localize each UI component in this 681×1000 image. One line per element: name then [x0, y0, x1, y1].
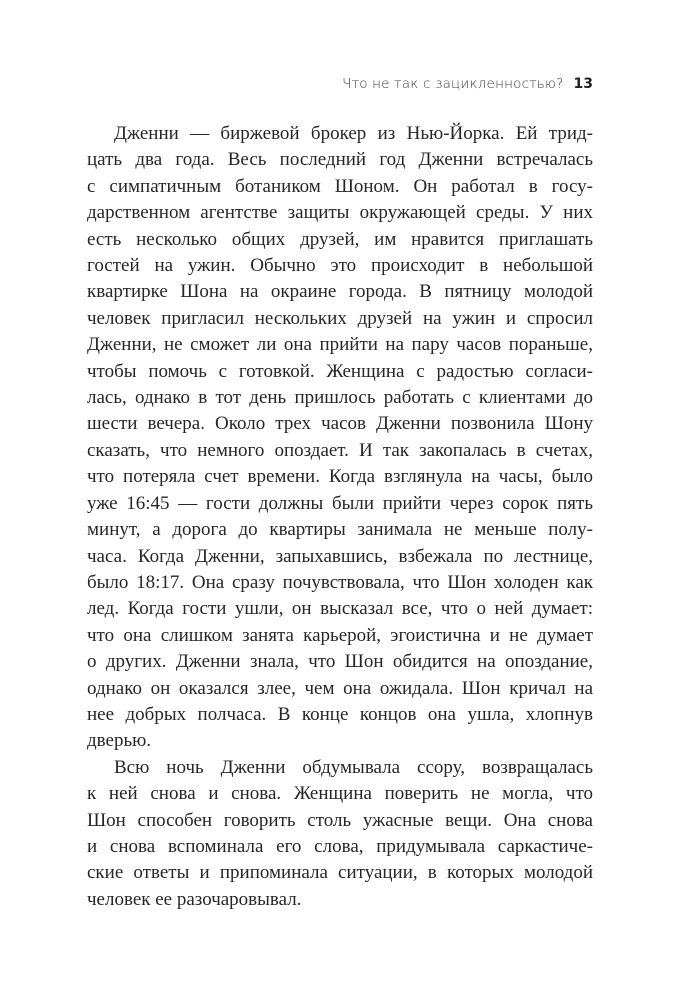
text-line: было 18:17. Она сразу почувствовала, что Шон холоден как — [87, 571, 593, 593]
running-title: Что не так с зацикленностью? — [342, 76, 564, 92]
text-line: Дженни — биржевой брокер из Нью-Йорка. Ей трид- — [114, 123, 593, 144]
text-line: лед. Когда гости ушли, он высказал все, что о ней думает: — [87, 598, 593, 620]
text-line: сказать, что немного опоздает. И так закопалась в счетах, — [87, 439, 593, 461]
text-line: квартирке Шона на окраине города. В пятницу молодой — [87, 281, 593, 303]
paragraph-2 — [87, 755, 593, 913]
text-line: минут, а дорога до квартиры занимала не меньше полу- — [87, 519, 593, 541]
text-line: часа. Когда Дженни, запыхавшись, взбежала по лестнице, — [87, 545, 593, 567]
text-line: к ней снова и снова. Женщина поверить не могла, что — [87, 783, 593, 805]
text-line: Шон способен говорить столь ужасные вещи. Она снова — [87, 809, 593, 831]
text-line: Всю ночь Дженни обдумывала ссору, возвращалась — [114, 756, 593, 778]
text-line: есть несколько общих друзей, им нравится приглашать — [87, 228, 593, 250]
running-head — [342, 76, 593, 92]
text-line: нее добрых полчаса. В конце концов она ушла, хлопнув — [87, 703, 593, 725]
text-line: гостей на ужин. Обычно это происходит в небольшой — [87, 255, 593, 277]
page-number: 13 — [573, 76, 593, 92]
text-line: чтобы помочь с готовкой. Женщина с радостью согласи- — [87, 360, 593, 382]
text-line: цать два года. Весь последний год Дженни встречалась — [87, 149, 593, 171]
text-line: уже 16:45 — гости должны были прийти через сорок пять — [87, 492, 593, 514]
text-line: дарственном агентстве защиты окружающей среды. У них — [87, 202, 593, 224]
text-line: шести вечера. Около трех часов Дженни позвонила Шону — [87, 413, 593, 435]
text-line: о других. Дженни знала, что Шон обидится на опоздание, — [87, 651, 593, 673]
text-line: ские ответы и припоминала ситуации, в которых молодой — [87, 862, 593, 884]
text-line: человек ее разочаровывал. — [87, 888, 302, 910]
paragraph-1 — [87, 121, 593, 755]
text-line: дверью. — [87, 730, 152, 752]
text-line: Дженни, не сможет ли она прийти на пару часов пораньше, — [87, 334, 593, 356]
text-line: что она слишком занята карьерой, эгоистична и не думает — [87, 624, 593, 646]
body-text — [87, 121, 593, 913]
text-line: лась, однако в тот день пришлось работать с клиентами до — [87, 387, 593, 409]
text-line: человек пригласил нескольких друзей на ужин и спросил — [87, 307, 593, 329]
text-line: и снова вспоминала его слова, придумывала саркастиче- — [87, 835, 593, 857]
text-line: что потеряла счет времени. Когда взглянула на часы, было — [87, 466, 593, 488]
text-line: однако он оказался злее, чем она ожидала. Шон кричал на — [87, 677, 593, 699]
text-line: с симпатичным ботаником Шоном. Он работал в госу- — [87, 175, 593, 197]
